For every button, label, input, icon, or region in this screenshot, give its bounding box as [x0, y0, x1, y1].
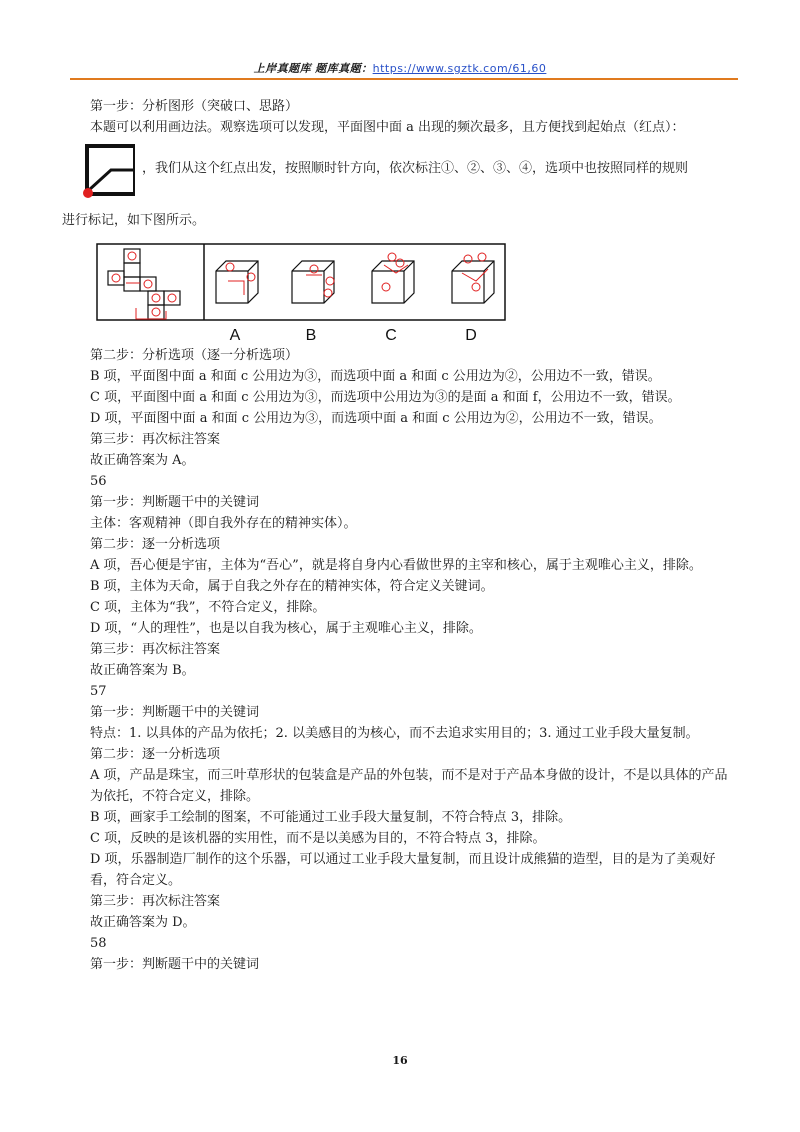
question-number: 57	[90, 684, 107, 699]
header-label: 题库真题：	[315, 62, 373, 75]
paragraph: ，我们从这个红点出发，按照顺时针方向，依次标注①、②、③、④，选项中也按照同样的规则	[142, 161, 689, 176]
answer-line: 故正确答案为 A。	[90, 453, 195, 468]
option-analysis-d: D 项，平面图中面 a 和面 c 公用边为③，而选项中面 a 和面 c 公用边为②，公用边不一致，错误。	[90, 411, 662, 426]
step-heading: 第三步：再次标注答案	[90, 894, 221, 909]
header-brand: 上岸真题库	[253, 62, 312, 75]
option-analysis-b: B 项，画家手工绘制的图案，不可能通过工业手段大量复制，不符合特点 3，排除。	[90, 810, 572, 825]
option-label-d: D	[465, 327, 477, 344]
page-number: 16	[392, 1054, 408, 1067]
step-heading: 第一步：分析图形（突破口、思路）	[90, 99, 299, 114]
option-label-c: C	[385, 327, 397, 344]
key-figure-row	[62, 142, 738, 206]
paragraph: 特点：1. 以具体的产品为依托；2. 以美感目的为核心，而不去追求实用目的；3. 通过工业手段大量复制。	[90, 726, 699, 741]
option-analysis-c: C 项，主体为“我”，不符合定义，排除。	[90, 600, 326, 615]
step-heading: 第二步：逐一分析选项	[90, 537, 221, 552]
question-number: 56	[90, 474, 107, 489]
option-label-b: B	[305, 327, 317, 344]
option-analysis-d: D 项，“人的理性”，也是以自我为核心，属于主观唯心主义，排除。	[90, 621, 482, 636]
header-divider	[70, 78, 738, 80]
option-analysis-d: D 项，乐器制造厂制作的这个乐器，可以通过工业手段大量复制，而且设计成熊猫的造型，目的是为了美观好看，符合定义。	[90, 852, 716, 888]
option-analysis-b: B 项，平面图中面 a 和面 c 公用边为③，而选项中面 a 和面 c 公用边为②，公用边不一致，错误。	[90, 369, 661, 384]
option-analysis-c: C 项，平面图中面 a 和面 c 公用边为③，而选项中公用边为③的是面 a 和面 f，公用边不一致，错误。	[90, 390, 681, 405]
answer-line: 故正确答案为 B。	[90, 663, 195, 678]
header-url-link[interactable]: https://www.sgztk.com/61,60	[372, 62, 547, 75]
step-heading: 第二步：分析选项（逐一分析选项）	[90, 348, 299, 363]
step-heading: 第一步：判断题干中的关键词	[90, 495, 260, 510]
page-header	[0, 60, 800, 76]
step-heading: 第三步：再次标注答案	[90, 432, 221, 447]
step-heading: 第三步：再次标注答案	[90, 642, 221, 657]
option-analysis-b: B 项，主体为天命，属于自我之外存在的精神实体，符合定义关键词。	[90, 579, 494, 594]
cube-net-diagram	[96, 243, 506, 345]
question-number: 58	[90, 936, 107, 951]
option-analysis-a: A 项，吾心便是宇宙，主体为“吾心”，就是将自身内心看做世界的主宰和核心，属于主观唯心主义，排除。	[90, 558, 702, 573]
step-heading: 第一步：判断题干中的关键词	[90, 705, 260, 720]
paragraph: 主体：客观精神（即自我外存在的精神实体）。	[90, 516, 357, 531]
document-body	[62, 96, 738, 975]
option-label-a: A	[229, 327, 241, 344]
cube-options-figure	[96, 243, 506, 345]
answer-line: 故正确答案为 D。	[90, 915, 196, 930]
paragraph: 进行标记，如下图所示。	[62, 213, 206, 228]
step-heading: 第一步：判断题干中的关键词	[90, 957, 260, 972]
step-heading: 第二步：逐一分析选项	[90, 747, 221, 762]
option-analysis-a: A 项，产品是珠宝，而三叶草形状的包装盒是产品的外包装，而不是对于产品本身做的设计，不是以具体的产品为依托，不符合定义，排除。	[90, 768, 728, 804]
net-face-a-figure	[75, 142, 135, 204]
option-analysis-c: C 项，反映的是该机器的实用性，而不是以美感为目的，不符合特点 3，排除。	[90, 831, 546, 846]
paragraph: 本题可以利用画边法。观察选项可以发现，平面图中面 a 出现的频次最多，且方便找到起始点（红点）：	[90, 120, 685, 135]
